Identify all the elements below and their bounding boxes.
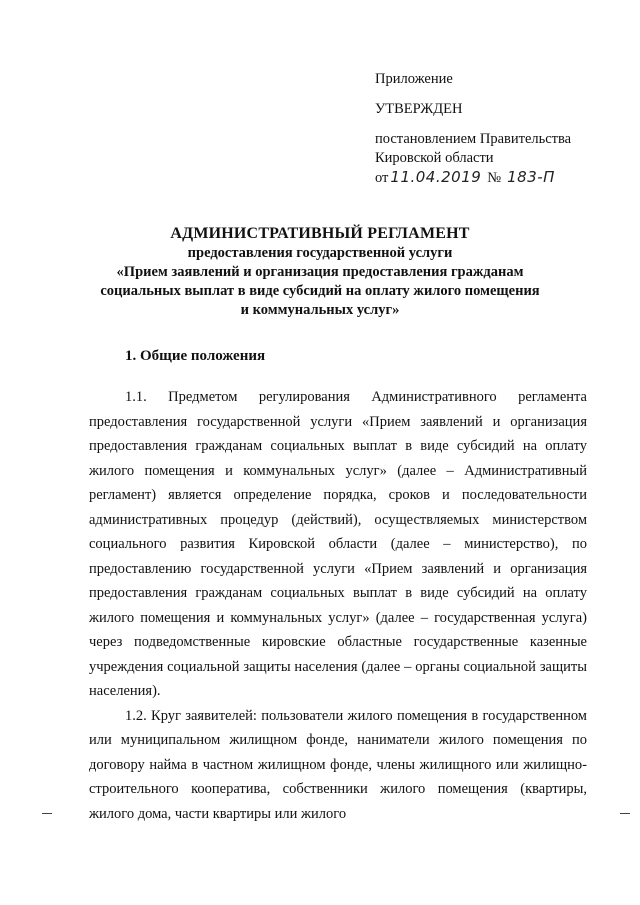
paragraph-1-2: 1.2. Круг заявителей: пользователи жилого помещения в государственном или муниципальном жилищном фонде, наниматели жилого помещения по договору найма в частном жилищном фонде, члены жилищного или жилищно-строительного кооператива, собственники жилого помещения (квартиры, жилого дома, части квартиры или жилого [89,707,587,822]
title-main: АДМИНИСТРАТИВНЫЙ РЕГЛАМЕНТ [170,225,470,242]
title-line-4: и коммунальных услуг» [240,302,400,318]
decree-line-1: постановлением Правительства [375,131,572,147]
paragraph-1-1: 1.1. Предметом регулирования Административного регламента предоставления государственной услуги «Прием заявлений и организация предоставления гражданам социальных выплат в виде субсидий на оплату жилого помещения и коммунальных услуг» (далее – Административный регламент) является определение порядка, сроков и последовательности административных процедур (действий), осуществляемых министерством социального развития Кировской области (далее – министерство), по предоставлению государственной услуги «Прием заявлений и организация предоставления гражданам социальных выплат в виде субсидий на оплату жилого помещения и коммунальных услуг» (далее – государственная услуга) через подведомственные кировские областные государственные казенные учреждения социальной защиты населения (далее – органы социальной защиты населения). [89,389,587,699]
title-line-2: «Прием заявлений и организация предоставления гражданам [116,264,524,280]
scan-mark-right [620,813,630,814]
decree-line-2: Кировской области [375,150,494,166]
handwritten-number: 183-П [507,168,555,186]
decree-date-line [375,168,571,188]
date-prefix: от [375,170,389,186]
approval-block [375,70,571,188]
handwritten-date: 11.04.2019 [390,168,482,186]
title-line-3: социальных выплат в виде субсидий на оплату жилого помещения [100,283,540,299]
scan-mark-left [42,813,52,814]
number-prefix: № [487,170,502,186]
appendix-label: Приложение [375,71,453,87]
section-heading: 1. Общие положения [125,348,266,364]
title-line-1: предоставления государственной услуги [187,245,453,261]
document-title [40,224,600,320]
body-text [89,385,587,826]
approved-label: УТВЕРЖДЕН [375,101,463,117]
